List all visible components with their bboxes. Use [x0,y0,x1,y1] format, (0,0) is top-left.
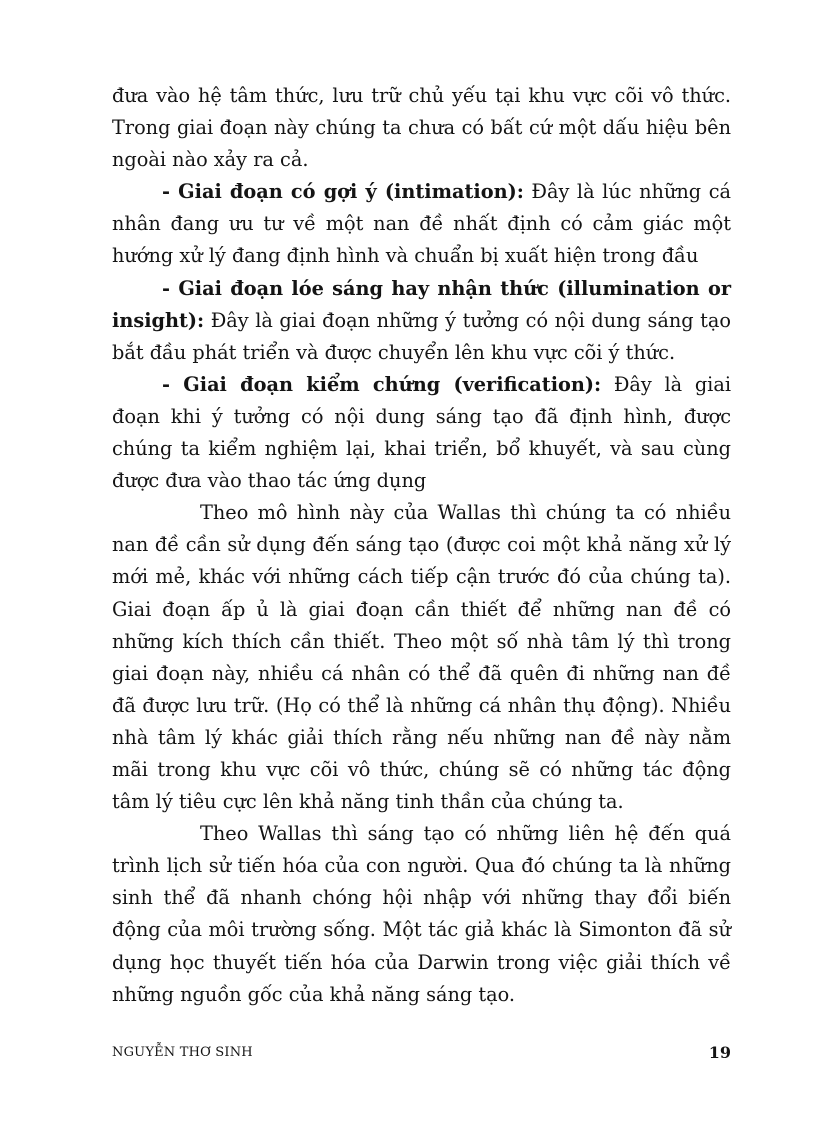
paragraph: Theo mô hình này của Wallas thì chúng ta có nhiều nan đề cần sử dụng đến sáng tạo (được coi một khả năng xử lý mới mẻ, khác với những cách tiếp cận trước đó của chúng ta). Giai đoạn ấp ủ là giai đoạn cần thiết để những nan đề có những kích thích cần thiết. Theo một số nhà tâm lý thì trong giai đoạn này, nhiều cá nhân có thể đã quên đi những nan đề đã được lưu trữ. (Họ có thể là những cá nhân thụ động). Nhiều nhà tâm lý khác giải thích rằng nếu những nan đề này nằm mãi trong khu vực cõi vô thức, chúng sẽ có những tác động tâm lý tiêu cực lên khả năng tinh thần của chúng ta. [112,501,731,814]
paragraph: Theo Wallas thì sáng tạo có những liên hệ đến quá trình lịch sử tiến hóa của con người. Qua đó chúng ta là những sinh thể đã nhanh chóng hội nhập với những thay đổi biến động của môi trường sống. Một tác giả khác là Simonton đã sử dụng học thuyết tiến hóa của Darwin trong việc giải thích về những nguồn gốc của khả năng sáng tạo. [112,822,731,1006]
paragraph [112,176,731,272]
paragraph: đưa vào hệ tâm thức, lưu trữ chủ yếu tại khu vực cõi vô thức. Trong giai đoạn này chúng ta chưa có bất cứ một dấu hiệu bên ngoài nào xảy ra cả. [112,84,731,172]
paragraph [112,273,731,369]
author-name: NGUYỄN THƠ SINH [112,1045,253,1060]
page-number: 19 [708,1043,731,1062]
paragraph-text: Đây là giai đoạn những ý tưởng có nội dung sáng tạo bắt đầu phát triển và được chuyển lên khu vực cõi ý thức. [112,308,731,364]
stage-heading: - Giai đoạn có gợi ý (intimation): [162,180,524,204]
stage-heading: - Giai đoạn lóe sáng hay nhận thức (illumination or insight): [112,276,731,332]
page-body [112,80,731,1011]
paragraph-text: Đây là giai đoạn khi ý tưởng có nội dung sáng tạo đã định hình, được chúng ta kiểm nghiệm lại, khai triển, bổ khuyết, và sau cùng được đưa vào thao tác ứng dụng [112,372,731,493]
stage-heading: - Giai đoạn kiểm chứng (verification): [162,372,602,396]
paragraph-text: Đây là lúc những cá nhân đang ưu tư về một nan đề nhất định có cảm giác một hướng xử lý đang định hình và chuẩn bị xuất hiện trong đầu [112,180,731,268]
paragraph [112,369,731,497]
